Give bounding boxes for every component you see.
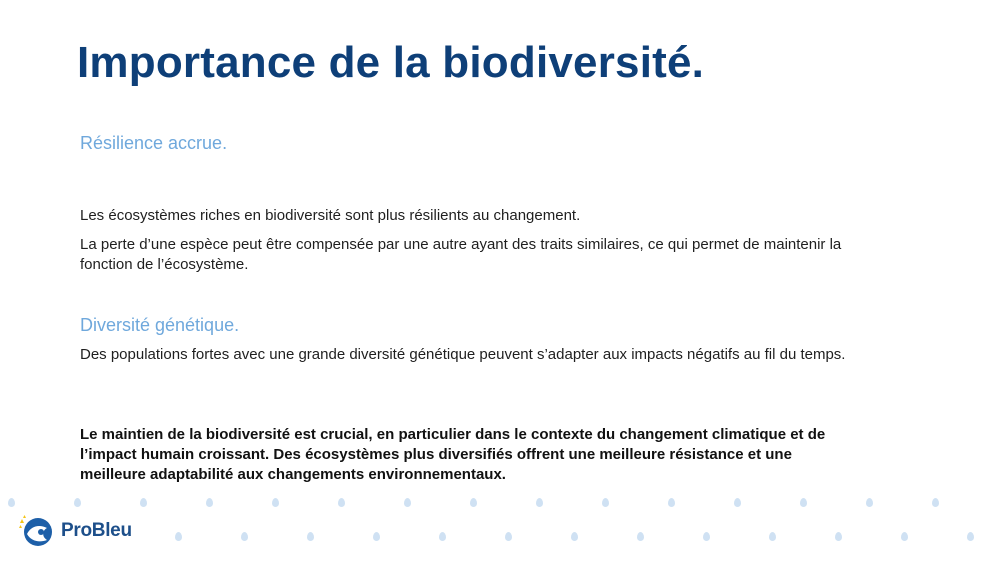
globe-fish-logo-icon xyxy=(17,514,55,548)
drop-decoration xyxy=(637,532,644,541)
drop-decoration xyxy=(800,498,807,507)
drop-decoration xyxy=(734,498,741,507)
drop-decoration xyxy=(439,532,446,541)
drop-decoration xyxy=(668,498,675,507)
drop-decoration xyxy=(571,532,578,541)
drop-decoration xyxy=(505,532,512,541)
resilience-paragraph-1: Les écosystèmes riches en biodiversité sont plus résilients au changement. xyxy=(80,207,581,224)
drop-decoration xyxy=(74,498,81,507)
drop-decoration xyxy=(967,532,974,541)
drop-decoration xyxy=(835,532,842,541)
section-heading-resilience: Résilience accrue. xyxy=(80,133,228,153)
drop-decoration xyxy=(769,532,776,541)
section-heading-genetic-diversity: Diversité génétique. xyxy=(80,315,240,335)
drop-decoration xyxy=(140,498,147,507)
drop-decoration xyxy=(536,498,543,507)
drop-decoration xyxy=(307,532,314,541)
decorative-drops-pattern xyxy=(0,490,1000,550)
drop-decoration xyxy=(338,498,345,507)
drop-decoration xyxy=(373,532,380,541)
genetic-diversity-paragraph: Des populations fortes avec une grande diversité génétique peuvent s’adapter aux impacts négatifs au fil du temps. xyxy=(80,346,846,363)
drop-decoration xyxy=(602,498,609,507)
slide-title: Importance de la biodiversité. xyxy=(77,38,705,87)
drop-decoration xyxy=(272,498,279,507)
drop-decoration xyxy=(932,498,939,507)
resilience-paragraph-2: La perte d’une espèce peut être compensée par une autre ayant des traits similaires, ce qui permet de maintenir la fonction de l’écosystème. xyxy=(80,236,842,273)
drop-decoration xyxy=(241,532,248,541)
drop-decoration xyxy=(404,498,411,507)
conclusion-paragraph: Le maintien de la biodiversité est crucial, en particulier dans le contexte du changement climatique et de l’impact humain croissant. Des écosystèmes plus diversifiés offrent une meilleure résistance et une meilleure adaptabilité aux changements environnementaux. xyxy=(80,426,826,483)
drop-decoration xyxy=(866,498,873,507)
drop-decoration xyxy=(206,498,213,507)
drop-decoration xyxy=(901,532,908,541)
logo-text: ProBleu xyxy=(61,520,132,541)
drop-decoration xyxy=(8,498,15,507)
drop-decoration xyxy=(703,532,710,541)
drop-decoration xyxy=(470,498,477,507)
probleu-logo xyxy=(17,514,132,548)
drop-decoration xyxy=(175,532,182,541)
